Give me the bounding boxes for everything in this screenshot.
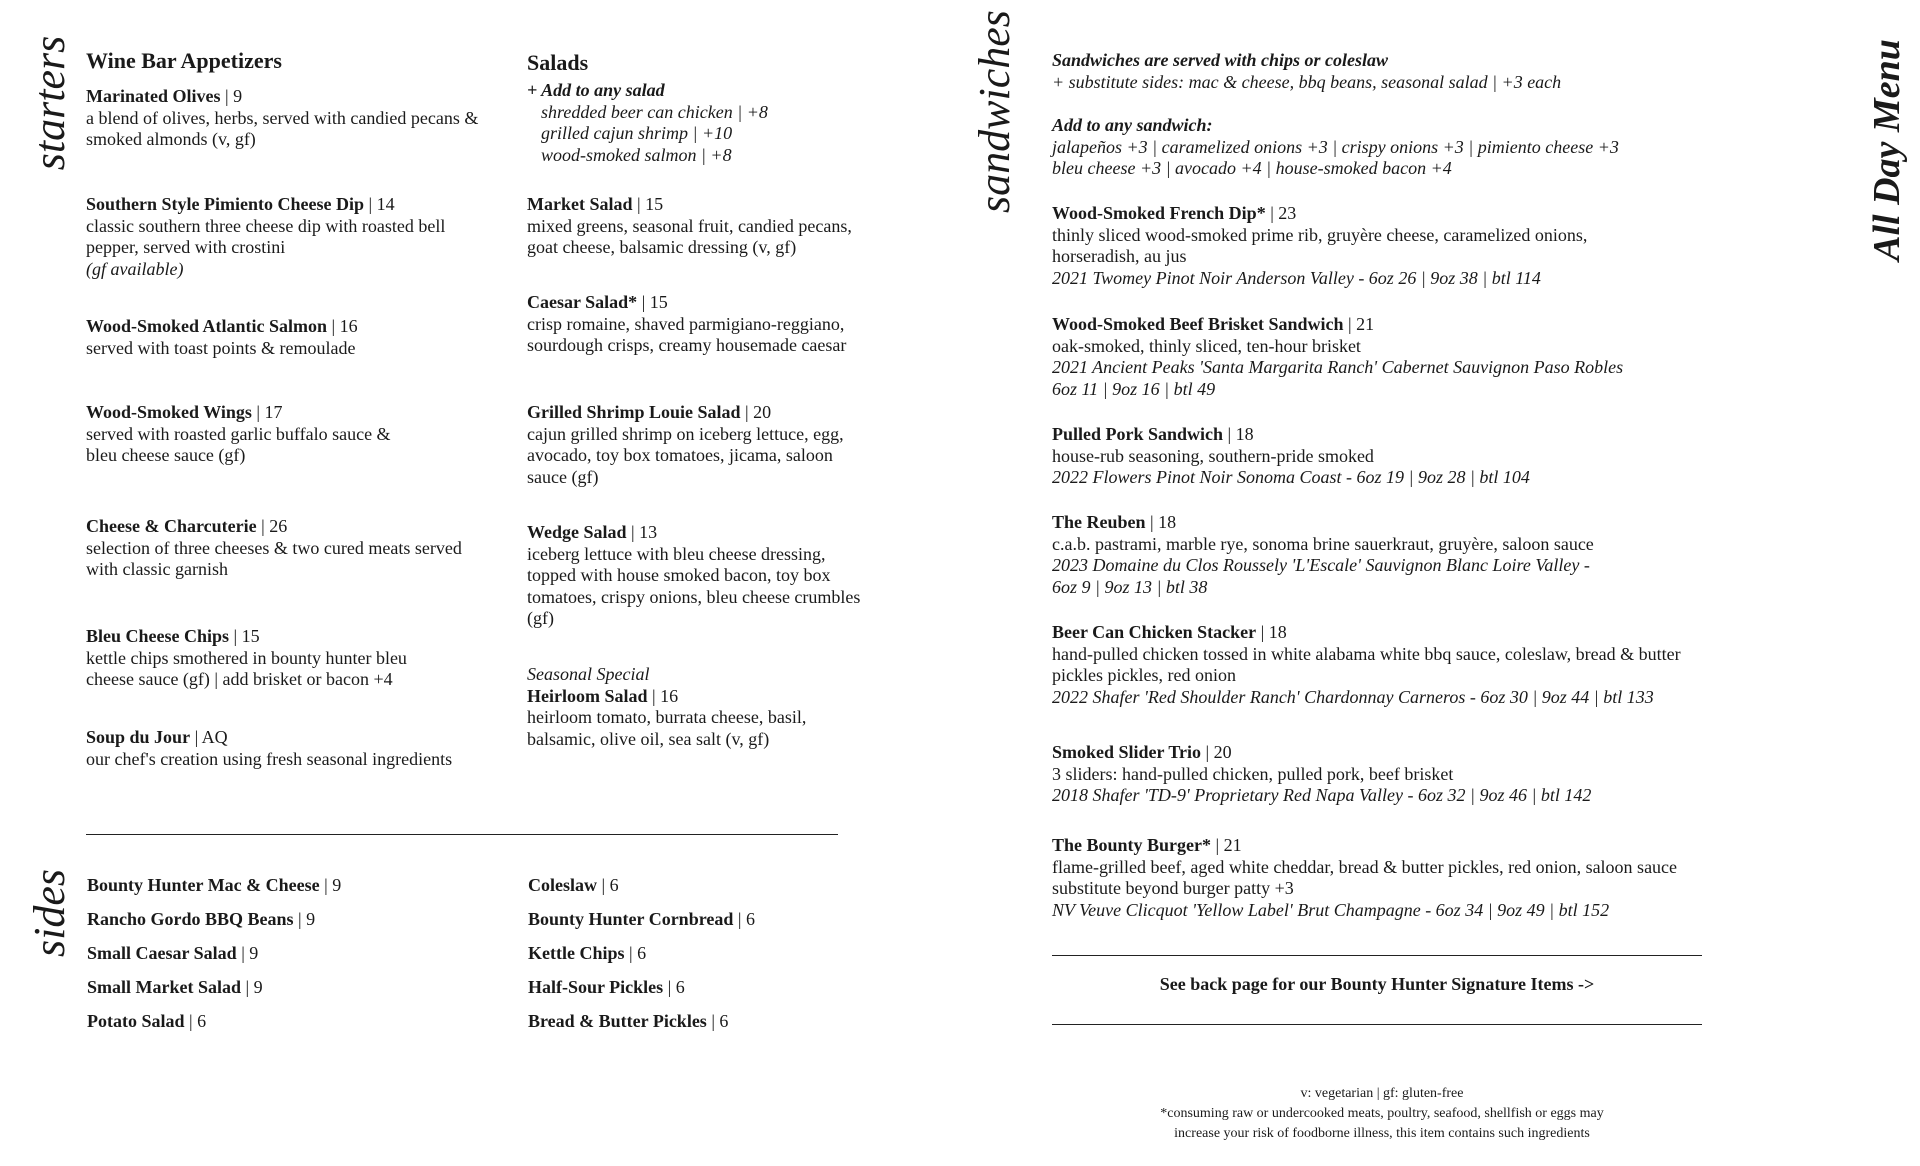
side-item [87, 873, 467, 907]
menu-item [86, 316, 486, 359]
item-description: cajun grilled shrimp on iceberg lettuce, egg, avocado, toy box tomatoes, jicama, saloon sauce (gf) [527, 423, 844, 487]
salad-add-option: grilled cajun shrimp | +10 [541, 123, 733, 143]
menu-item [1052, 835, 1712, 921]
side-price: | 9 [324, 875, 342, 895]
item-description: 3 sliders: hand-pulled chicken, pulled pork, beef brisket [1052, 763, 1454, 784]
item-price: | 17 [256, 402, 283, 422]
menu-item [527, 522, 877, 630]
item-tag: Seasonal Special [527, 664, 650, 684]
side-item [528, 1009, 908, 1043]
salads-title: Salads [527, 50, 589, 75]
item-price: | 13 [631, 522, 658, 542]
sandwich-intro-header: Sandwiches are served with chips or coleslaw [1052, 50, 1389, 70]
side-price: | 6 [189, 1011, 207, 1031]
item-price: | 26 [261, 516, 288, 536]
side-name: Coleslaw [528, 875, 597, 895]
menu-item [86, 194, 446, 280]
side-name: Kettle Chips [528, 943, 625, 963]
item-name: Caesar Salad* [527, 292, 638, 312]
menu-item [527, 292, 887, 357]
salad-add-option: wood-smoked salmon | +8 [541, 144, 732, 165]
item-description: c.a.b. pastrami, marble rye, sonoma brine sauerkraut, gruyère, saloon sauce [1052, 533, 1594, 554]
side-name: Bounty Hunter Mac & Cheese [87, 875, 320, 895]
item-price: | 15 [641, 292, 668, 312]
wine-pairing: NV Veuve Clicquot 'Yellow Label' Brut Champagne - 6oz 34 | 9oz 49 | btl 152 [1052, 899, 1610, 920]
sandwich-add-header: Add to any sandwich: [1052, 115, 1213, 135]
item-name: Soup du Jour [86, 727, 191, 747]
item-description: a blend of olives, herbs, served with candied pecans & smoked almonds (v, gf) [86, 107, 479, 149]
item-description: selection of three cheeses & two cured meats served with classic garnish [86, 537, 462, 579]
item-name: Wood-Smoked Wings [86, 402, 252, 422]
item-description: house-rub seasoning, southern-pride smoked [1052, 445, 1374, 466]
item-name: Wood-Smoked Atlantic Salmon [86, 316, 328, 336]
item-name: Grilled Shrimp Louie Salad [527, 402, 741, 422]
item-description: heirloom tomato, burrata cheese, basil, balsamic, olive oil, sea salt (v, gf) [527, 707, 807, 749]
item-description: classic southern three cheese dip with roasted bell pepper, served with crostini [86, 215, 446, 257]
item-name: Wood-Smoked Beef Brisket Sandwich [1052, 314, 1344, 334]
side-name: Bounty Hunter Cornbread [528, 909, 734, 929]
item-description: flame-grilled beef, aged white cheddar, bread & butter pickles, red onion, saloon sauce substitute beyond burger patty +3 [1052, 856, 1678, 898]
item-price: | 15 [233, 626, 260, 646]
side-item [87, 1009, 467, 1043]
item-name: Southern Style Pimiento Cheese Dip [86, 194, 364, 214]
item-price: | 18 [1227, 424, 1254, 444]
item-price: | 20 [1205, 742, 1232, 762]
item-name: Smoked Slider Trio [1052, 742, 1202, 762]
sandwich-add-line: bleu cheese +3 | avocado +4 | house-smoked bacon +4 [1052, 158, 1452, 178]
divider [1052, 1024, 1702, 1025]
side-item [87, 907, 467, 941]
item-description: mixed greens, seasonal fruit, candied pecans, goat cheese, balsamic dressing (v, gf) [527, 215, 852, 257]
menu-title: All Day Menu [1866, 39, 1908, 261]
appetizers-title: Wine Bar Appetizers [86, 48, 282, 73]
section-label-sides: sides [25, 869, 74, 957]
item-name: Wood-Smoked French Dip* [1052, 203, 1266, 223]
side-price: | 6 [667, 977, 685, 997]
item-price: | 21 [1348, 314, 1375, 334]
sides-list-left [87, 873, 467, 1043]
item-description: iceberg lettuce with bleu cheese dressing, topped with house smoked bacon, toy box tomatoes, crispy onions, bleu cheese crumbles (gf) [527, 543, 861, 628]
menu-item [527, 664, 867, 750]
item-price: | 20 [745, 402, 772, 422]
menu-item [1052, 742, 1712, 807]
menu-item [1052, 314, 1652, 400]
item-description: hand-pulled chicken tossed in white alabama white bbq sauce, coleslaw, bread & butter pickles pickles, red onion [1052, 643, 1681, 685]
salad-add-header: + Add to any salad [527, 80, 665, 100]
item-name: Marinated Olives [86, 86, 221, 106]
item-price: | 15 [637, 194, 664, 214]
side-name: Rancho Gordo BBQ Beans [87, 909, 294, 929]
food-safety-warning: *consuming raw or undercooked meats, poultry, seafood, shellfish or eggs may [1160, 1106, 1604, 1121]
side-name: Potato Salad [87, 1011, 185, 1031]
item-name: Wedge Salad [527, 522, 627, 542]
item-description: our chef's creation using fresh seasonal ingredients [86, 748, 453, 769]
side-item [528, 941, 908, 975]
item-price: | AQ [194, 727, 228, 747]
menu-item [1052, 424, 1712, 489]
item-name: Pulled Pork Sandwich [1052, 424, 1224, 444]
salad-add-ons [527, 80, 857, 166]
sides-list-right [528, 873, 908, 1043]
side-name: Small Market Salad [87, 977, 242, 997]
section-label-sandwiches: sandwiches [970, 10, 1019, 213]
divider [86, 834, 838, 835]
divider [1052, 955, 1702, 956]
menu-item [86, 516, 466, 581]
item-description: served with toast points & remoulade [86, 337, 356, 358]
menu-item [86, 86, 486, 151]
side-price: | 9 [241, 943, 259, 963]
wine-pairing: 2021 Twomey Pinot Noir Anderson Valley - 6oz 26 | 9oz 38 | btl 114 [1052, 267, 1541, 288]
sandwich-add-ons [1052, 115, 1692, 180]
side-name: Half-Sour Pickles [528, 977, 664, 997]
menu-item [86, 402, 426, 467]
wine-pairing: 2018 Shafer 'TD-9' Proprietary Red Napa Valley - 6oz 32 | 9oz 46 | btl 142 [1052, 785, 1592, 805]
sandwich-substitute-sides: + substitute sides: mac & cheese, bbq beans, seasonal salad | +3 each [1052, 71, 1562, 92]
item-description: kettle chips smothered in bounty hunter bleu cheese sauce (gf) | add brisket or bacon +4 [86, 647, 407, 689]
item-name: The Bounty Burger* [1052, 835, 1212, 855]
dietary-legend: v: vegetarian | gf: gluten-free [1300, 1086, 1464, 1101]
food-safety-warning: increase your risk of foodborne illness, this item contains such ingredients [1174, 1126, 1590, 1141]
menu-item [86, 626, 456, 691]
side-price: | 9 [245, 977, 263, 997]
item-description: served with roasted garlic buffalo sauce & bleu cheese sauce (gf) [86, 423, 391, 465]
footer-notes [1052, 1084, 1712, 1144]
wine-pairing: 2023 Domaine du Clos Roussely 'L'Escale' Sauvignon Blanc Loire Valley - 6oz 9 | 9oz 13 | btl 38 [1052, 555, 1590, 597]
menu-item [1052, 512, 1652, 598]
wine-pairing: 2022 Flowers Pinot Noir Sonoma Coast - 6oz 19 | 9oz 28 | btl 104 [1052, 467, 1530, 487]
item-price: | 9 [224, 86, 243, 106]
side-price: | 9 [298, 909, 316, 929]
side-item [87, 941, 467, 975]
side-item [87, 975, 467, 1009]
side-item [528, 975, 908, 1009]
item-price: | 21 [1215, 835, 1242, 855]
item-name: Market Salad [527, 194, 633, 214]
side-name: Small Caesar Salad [87, 943, 237, 963]
menu-item [527, 402, 877, 488]
sandwich-intro [1052, 50, 1692, 93]
side-price: | 6 [629, 943, 647, 963]
side-price: | 6 [711, 1011, 729, 1031]
salad-add-option: shredded beer can chicken | +8 [541, 101, 768, 122]
menu-item [86, 727, 506, 770]
wine-pairing: 2022 Shafer 'Red Shoulder Ranch' Chardonnay Carneros - 6oz 30 | 9oz 44 | btl 133 [1052, 686, 1654, 707]
menu-item [527, 194, 887, 259]
item-price: | 18 [1260, 622, 1287, 642]
item-price: | 16 [331, 316, 358, 336]
item-description: thinly sliced wood-smoked prime rib, gruyère cheese, caramelized onions, horseradish, au jus [1052, 224, 1588, 266]
item-note: (gf available) [86, 258, 184, 279]
item-price: | 23 [1270, 203, 1297, 223]
item-name: Cheese & Charcuterie [86, 516, 257, 536]
sandwich-add-line: jalapeños +3 | caramelized onions +3 | crispy onions +3 | pimiento cheese +3 [1052, 136, 1619, 157]
appetizers-column [86, 48, 486, 80]
item-name: Bleu Cheese Chips [86, 626, 230, 646]
side-item [528, 907, 908, 941]
item-name: Heirloom Salad [527, 685, 648, 706]
see-back-page-note: See back page for our Bounty Hunter Signature Items -> [1159, 974, 1595, 994]
item-description: oak-smoked, thinly sliced, ten-hour brisket [1052, 335, 1361, 356]
wine-pairing: 2021 Ancient Peaks 'Santa Margarita Ranch' Cabernet Sauvignon Paso Robles 6oz 11 | 9oz 16 | btl 49 [1052, 357, 1624, 399]
side-price: | 6 [737, 909, 755, 929]
item-name: The Reuben [1052, 512, 1146, 532]
item-price: | 16 [652, 685, 679, 706]
side-item [528, 873, 908, 907]
item-price: | 14 [368, 194, 395, 214]
menu-item [1052, 622, 1712, 708]
item-name: Beer Can Chicken Stacker [1052, 622, 1257, 642]
menu-item [1052, 203, 1652, 289]
section-label-starters: starters [25, 35, 74, 171]
item-price: | 18 [1150, 512, 1177, 532]
side-name: Bread & Butter Pickles [528, 1011, 707, 1031]
item-description: crisp romaine, shaved parmigiano-reggiano, sourdough crisps, creamy housemade caesar [527, 313, 847, 355]
side-price: | 6 [601, 875, 619, 895]
